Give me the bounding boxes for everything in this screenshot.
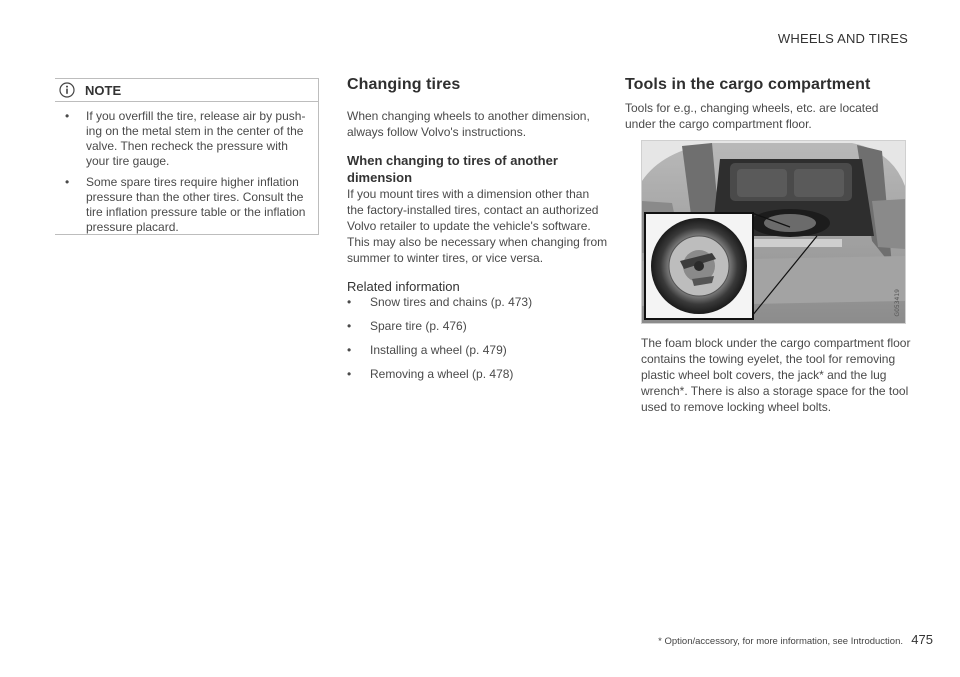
note-item: [65, 109, 310, 169]
bullet: •: [347, 295, 352, 309]
bullet: •: [347, 319, 352, 333]
tools-body: The foam block under the cargo compartment floor contains the towing eyelet, the tool for removing plastic wheel bolt covers, the jack* and the lug wrench*. There is also a storage space for the tool used to remove locking wheel bolts.: [641, 336, 911, 414]
note-item-text: Some spare tires require higher inflation pressure than the other tires. Consult the tire inflation pressure table or the inflation pressure placard.: [86, 175, 306, 234]
related-link-text: Installing a wheel (p. 479): [370, 343, 507, 357]
page-number: 475: [911, 632, 933, 647]
bullet: •: [65, 175, 70, 189]
info-icon: [59, 82, 75, 98]
bullet: •: [347, 343, 352, 357]
note-item-text: If you overfill the tire, release air by push-ing on the metal stem in the center of the valve. Then recheck the pressure with your tire gauge.: [86, 109, 306, 168]
tools-heading: Tools in the cargo compartment: [625, 76, 871, 93]
note-title: NOTE: [85, 82, 122, 98]
changing-tires-heading: Changing tires: [347, 76, 461, 93]
section-header: WHEELS AND TIRES: [777, 31, 908, 46]
tools-section: [625, 76, 910, 132]
figure-code: G053419: [894, 289, 901, 317]
changing-tires-intro: When changing wheels to another dimension, always follow Volvo's instructions.: [347, 109, 590, 139]
note-item: [65, 175, 310, 235]
note-list: [55, 102, 318, 235]
cargo-compartment-illustration: [642, 141, 905, 323]
tools-body-block: [641, 335, 911, 415]
bullet: •: [347, 367, 352, 381]
changing-tires-section: [347, 76, 609, 390]
related-link-removing-wheel[interactable]: [347, 366, 609, 382]
changing-dimension-subheading: When changing to tires of another dimension: [347, 153, 558, 185]
note-header: [55, 79, 318, 102]
changing-dimension-body: If you mount tires with a dimension other than the factory-installed tires, contact an authorized Volvo retailer to update the vehicle's software. This may also be necessary when changing from summer to winter tires, or vice versa.: [347, 187, 608, 265]
related-link-text: Snow tires and chains (p. 473): [370, 295, 533, 309]
related-link-text: Removing a wheel (p. 478): [370, 367, 514, 381]
related-link-text: Spare tire (p. 476): [370, 319, 467, 333]
bullet: •: [65, 109, 70, 123]
cargo-compartment-figure: [641, 140, 906, 324]
related-links-list: [347, 294, 609, 382]
related-link-snow-tires[interactable]: [347, 294, 609, 310]
tools-intro: Tools for e.g., changing wheels, etc. are located under the cargo compartment floor.: [625, 101, 879, 131]
related-information-heading: Related information: [347, 279, 460, 294]
related-link-spare-tire[interactable]: [347, 318, 609, 334]
related-link-installing-wheel[interactable]: [347, 342, 609, 358]
footer-note: * Option/accessory, for more information, see Introduction.: [658, 636, 903, 647]
note-box: [55, 78, 319, 235]
